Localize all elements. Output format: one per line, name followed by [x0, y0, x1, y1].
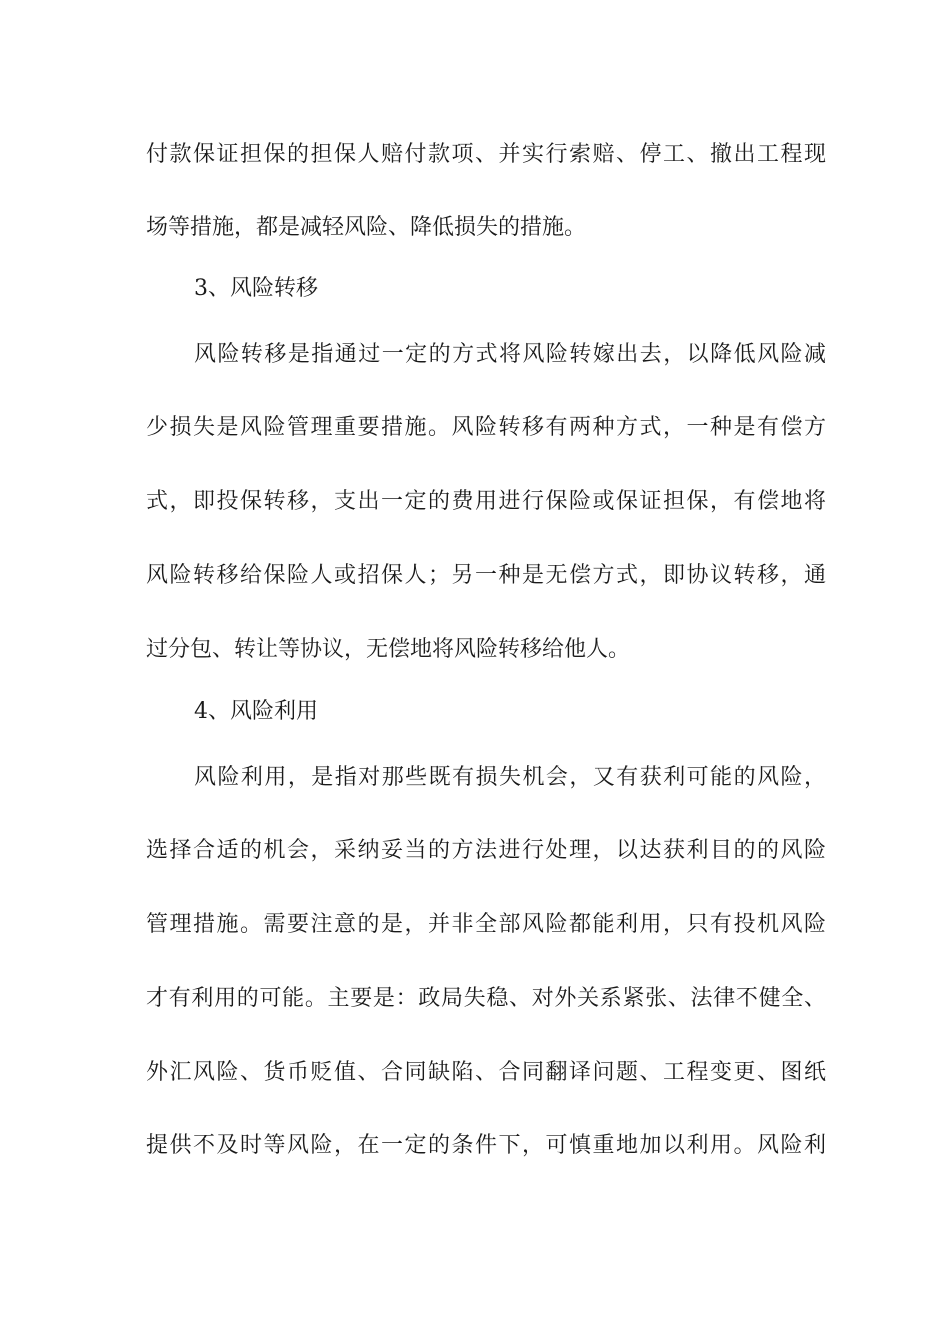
text-line-6: 式，即投保转移，支出一定的费用进行保险或保证担保，有偿地将 — [146, 489, 826, 514]
section-heading-risk-transfer: 3、风险转移 — [194, 276, 318, 301]
text-line-11: 选择合适的机会，采纳妥当的方法进行处理，以达获利目的的风险 — [146, 838, 826, 863]
text-line-15: 提供不及时等风险，在一定的条件下，可慎重地加以利用。风险利 — [146, 1133, 826, 1158]
section-heading-risk-utilization: 4、风险利用 — [194, 699, 318, 724]
text-line-14: 外汇风险、货币贬值、合同缺陷、合同翻译问题、工程变更、图纸 — [146, 1060, 826, 1085]
text-line-5: 少损失是风险管理重要措施。风险转移有两种方式，一种是有偿方 — [146, 415, 826, 440]
text-line-13: 才有利用的可能。主要是：政局失稳、对外关系紧张、法律不健全、 — [146, 986, 826, 1011]
text-line-12: 管理措施。需要注意的是，并非全部风险都能利用，只有投机风险 — [146, 912, 826, 937]
text-line-1: 付款保证担保的担保人赔付款项、并实行索赔、停工、撤出工程现 — [146, 142, 826, 167]
text-line-7: 风险转移给保险人或招保人；另一种是无偿方式，即协议转移，通 — [146, 563, 826, 588]
text-line-8: 过分包、转让等协议，无偿地将风险转移给他人。 — [146, 637, 631, 662]
text-line-2: 场等措施，都是减轻风险、降低损失的措施。 — [146, 215, 587, 240]
text-line-10: 风险利用，是指对那些既有损失机会，又有获利可能的风险， — [194, 765, 826, 790]
text-line-4: 风险转移是指通过一定的方式将风险转嫁出去，以降低风险减 — [194, 342, 826, 367]
